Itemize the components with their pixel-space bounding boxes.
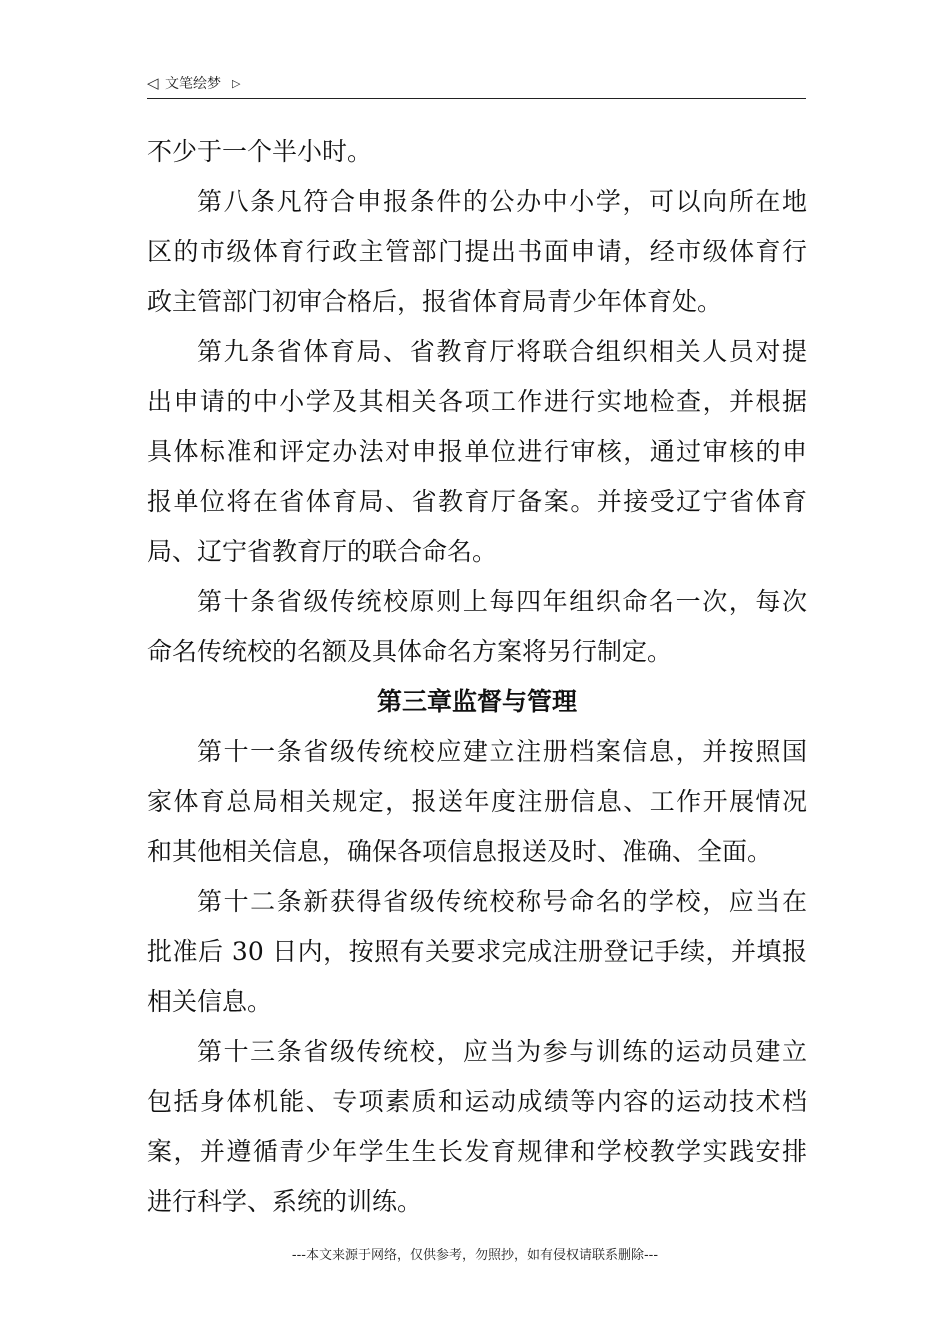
text-line: 出申请的中小学及其相关各项工作进行实地检查，并根据 <box>147 387 807 416</box>
text-line: 第十三条省级传统校，应当为参与训练的运动员建立 <box>197 1037 807 1066</box>
text-line: 命名传统校的名额及具体命名方案将另行制定。 <box>147 637 673 666</box>
text-line: 第八条凡符合申报条件的公办中小学，可以向所在地 <box>197 187 807 216</box>
left-triangle-icon: ◁ <box>147 74 159 92</box>
text-line: 相关信息。 <box>147 987 273 1016</box>
page-footer: ---本文来源于网络，仅供参考，勿照抄，如有侵权请联系删除--- <box>291 1248 659 1263</box>
chapter-heading: 第三章监督与管理 <box>376 687 577 716</box>
document-body <box>147 127 807 1227</box>
text-line: 具体标准和评定办法对申报单位进行审核，通过审核的申 <box>147 437 807 466</box>
text-line: 批准后 30 日内，按照有关要求完成注册登记手续，并填报 <box>147 937 807 966</box>
text-line: 第十条省级传统校原则上每四年组织命名一次，每次 <box>197 587 807 616</box>
text-line: 不少于一个半小时。 <box>147 137 373 166</box>
text-line: 和其他相关信息，确保各项信息报送及时、准确、全面。 <box>147 837 773 866</box>
text-line: 政主管部门初审合格后，报省体育局青少年体育处。 <box>147 287 723 316</box>
right-triangle-icon: ▷ <box>232 77 241 90</box>
text-line: 第十二条新获得省级传统校称号命名的学校，应当在 <box>197 887 807 916</box>
text-line: 第九条省体育局、省教育厅将联合组织相关人员对提 <box>197 337 807 366</box>
header-title: 文笔绘梦 <box>165 76 221 92</box>
text-line: 区的市级体育行政主管部门提出书面申请，经市级体育行 <box>147 237 807 266</box>
text-line: 进行科学、系统的训练。 <box>147 1187 423 1216</box>
text-line: 包括身体机能、专项素质和运动成绩等内容的运动技术档 <box>147 1087 807 1116</box>
text-line: 第十一条省级传统校应建立注册档案信息，并按照国 <box>197 737 807 766</box>
text-line: 报单位将在省体育局、省教育厅备案。并接受辽宁省体育 <box>147 487 807 516</box>
page-header <box>147 72 806 99</box>
text-line: 局、辽宁省教育厅的联合命名。 <box>147 537 498 566</box>
text-line: 案，并遵循青少年学生生长发育规律和学校教学实践安排 <box>147 1137 807 1166</box>
text-line: 家体育总局相关规定，报送年度注册信息、工作开展情况 <box>147 787 807 816</box>
